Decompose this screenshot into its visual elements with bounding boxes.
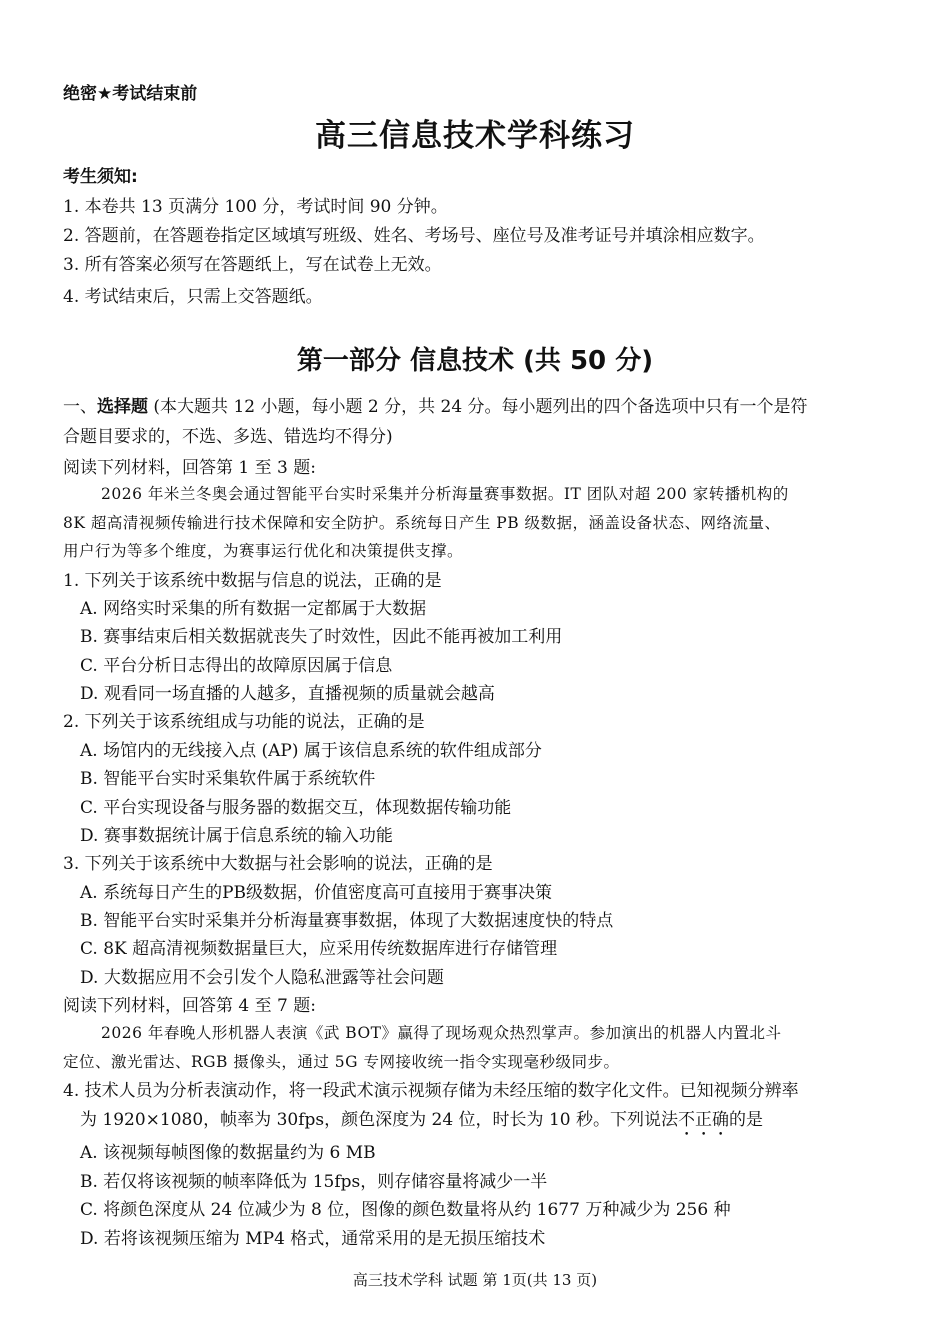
question-4-stem-prefix: 为 1920×1080，帧率为 30fps，颜色深度为 24 位，时长为 10 秒。下列说法 bbox=[80, 1110, 678, 1130]
material-1-line-3: 用户行为等多个维度，为赛事运行优化和决策提供支撑。 bbox=[63, 542, 464, 560]
notice-item-4: 4. 考试结束后，只需上交答题纸。 bbox=[63, 287, 323, 307]
material-1-line-2: 8K 超高清视频传输进行技术保障和安全防护。系统每日产生 PB 级数据，涵盖设备状态、网络流量、 bbox=[63, 514, 781, 532]
notice-item-1: 1. 本卷共 13 页满分 100 分，考试时间 90 分钟。 bbox=[63, 197, 448, 217]
question-4-emphasis: 不正确 bbox=[678, 1110, 729, 1130]
question-4-stem-line-1: 4. 技术人员为分析表演动作，将一段武术演示视频存储为未经压缩的数字化文件。已知视频分辨率 bbox=[63, 1081, 799, 1101]
material-1-line-1: 2026 年米兰冬奥会通过智能平台实时采集并分析海量赛事数据。IT 团队对超 200 家转播机构的 bbox=[101, 485, 789, 503]
question-4-option-c: C. 将颜色深度从 24 位减少为 8 位，图像的颜色数量将从约 1677 万种减少为 256 种 bbox=[80, 1200, 731, 1220]
page-title: 高三信息技术学科练习 bbox=[315, 118, 635, 154]
question-4-option-b: B. 若仅将该视频的帧率降低为 15fps，则存储容量将减少一半 bbox=[80, 1172, 548, 1192]
material-2-intro: 阅读下列材料，回答第 4 至 7 题: bbox=[63, 996, 316, 1016]
notice-item-2: 2. 答题前，在答题卷指定区域填写班级、姓名、考场号、座位号及准考证号并填涂相应数字。 bbox=[63, 226, 765, 246]
material-2-line-2: 定位、激光雷达、RGB 摄像头，通过 5G 专网接收统一指令实现毫秒级同步。 bbox=[63, 1053, 620, 1071]
question-2-stem: 2. 下列关于该系统组成与功能的说法，正确的是 bbox=[63, 712, 425, 732]
section-instruction bbox=[63, 392, 808, 417]
question-2-option-c: C. 平台实现设备与服务器的数据交互，体现数据传输功能 bbox=[80, 798, 512, 818]
instruction-prefix: 一、 bbox=[63, 397, 97, 417]
material-2-line-1: 2026 年春晚人形机器人表演《武 BOT》赢得了现场观众热烈掌声。参加演出的机器人内置北斗 bbox=[101, 1024, 782, 1042]
question-1-stem: 1. 下列关于该系统中数据与信息的说法，正确的是 bbox=[63, 571, 442, 591]
question-3-option-c: C. 8K 超高清视频数据量巨大，应采用传统数据库进行存储管理 bbox=[80, 939, 558, 959]
question-2-option-b: B. 智能平台实时采集软件属于系统软件 bbox=[80, 769, 376, 789]
question-1-option-d: D. 观看同一场直播的人越多，直播视频的质量就会越高 bbox=[80, 684, 495, 704]
question-2-option-d: D. 赛事数据统计属于信息系统的输入功能 bbox=[80, 826, 393, 846]
question-1-option-c: C. 平台分析日志得出的故障原因属于信息 bbox=[80, 656, 393, 676]
question-3-option-d: D. 大数据应用不会引发个人隐私泄露等社会问题 bbox=[80, 968, 444, 988]
question-4-option-d: D. 若将该视频压缩为 MP4 格式，通常采用的是无损压缩技术 bbox=[80, 1229, 546, 1249]
question-4-stem-suffix: 的是 bbox=[729, 1110, 763, 1130]
question-3-option-b: B. 智能平台实时采集并分析海量赛事数据，体现了大数据速度快的特点 bbox=[80, 911, 614, 931]
notice-item-3: 3. 所有答案必须写在答题纸上，写在试卷上无效。 bbox=[63, 255, 442, 275]
secret-label: 绝密★考试结束前 bbox=[63, 84, 198, 104]
page-footer: 高三技术学科 试题 第 1页(共 13 页) bbox=[352, 1271, 598, 1289]
section-title: 第一部分 信息技术 (共 50 分) bbox=[296, 346, 654, 376]
question-3-stem: 3. 下列关于该系统中大数据与社会影响的说法，正确的是 bbox=[63, 854, 493, 874]
section-instruction-line2: 合题目要求的，不选、多选、错选均不得分) bbox=[63, 427, 393, 447]
question-4-option-a: A. 该视频每帧图像的数据量约为 6 MB bbox=[80, 1143, 376, 1163]
notice-heading: 考生须知: bbox=[63, 167, 138, 187]
instruction-bold: 选择题 bbox=[97, 397, 148, 417]
instruction-rest: (本大题共 12 小题，每小题 2 分，共 24 分。每小题列出的四个备选项中只有一个是符 bbox=[148, 397, 808, 417]
question-3-option-a: A. 系统每日产生的PB级数据，价值密度高可直接用于赛事决策 bbox=[80, 883, 553, 903]
question-2-option-a: A. 场馆内的无线接入点 (AP) 属于该信息系统的软件组成部分 bbox=[80, 741, 542, 761]
question-1-option-b: B. 赛事结束后相关数据就丧失了时效性，因此不能再被加工利用 bbox=[80, 627, 563, 647]
material-1-intro: 阅读下列材料，回答第 1 至 3 题: bbox=[63, 458, 316, 478]
question-1-option-a: A. 网络实时采集的所有数据一定都属于大数据 bbox=[80, 599, 427, 619]
question-4-stem-line-2 bbox=[80, 1105, 763, 1140]
